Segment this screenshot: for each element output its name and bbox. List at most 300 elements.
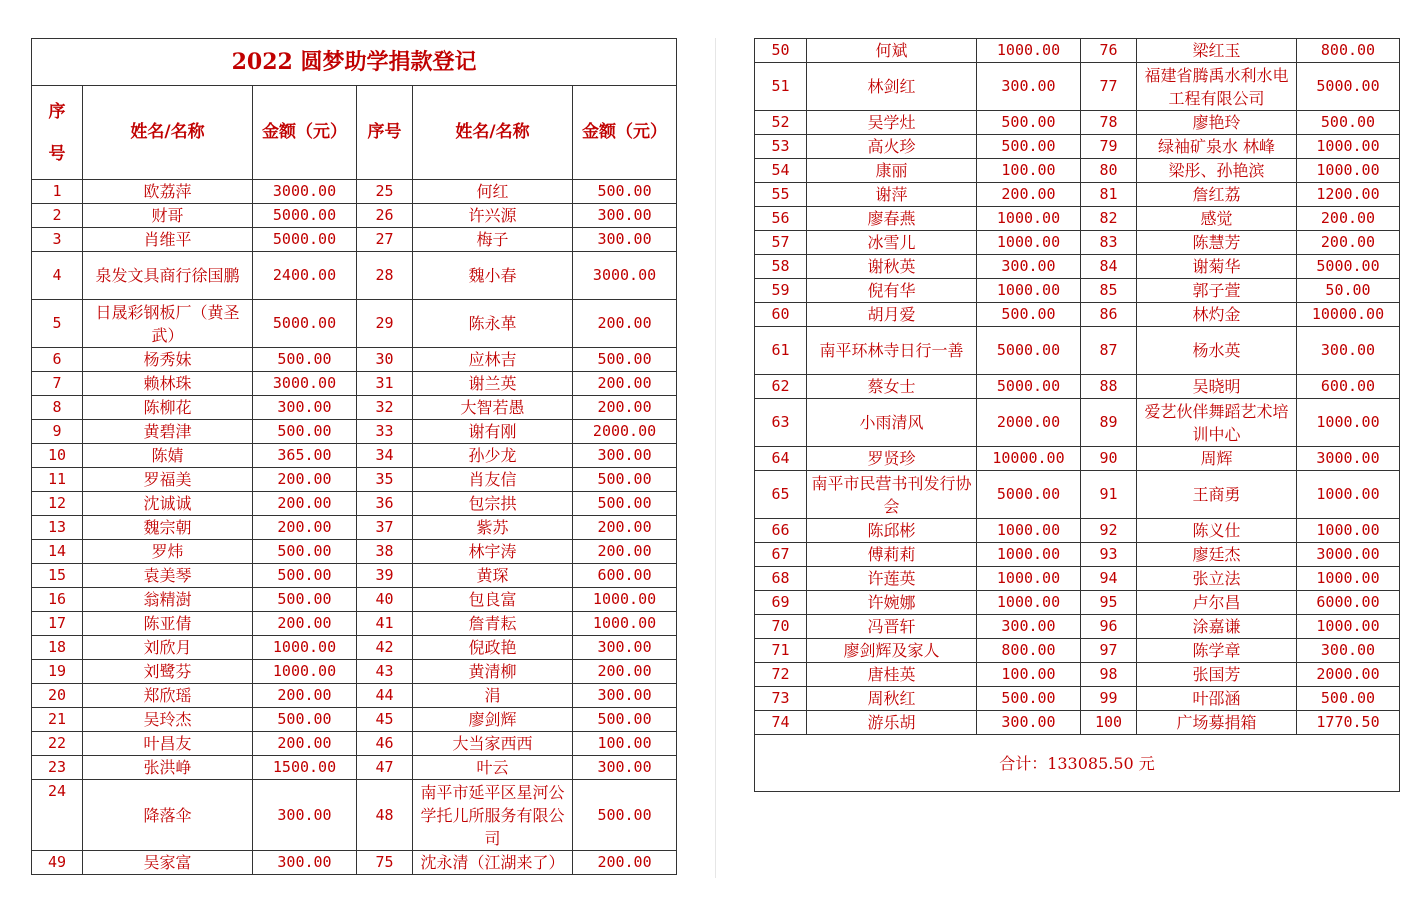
donation-amount: 500.00 [977,111,1081,135]
row-index: 67 [755,543,807,567]
donor-name: 冯晋轩 [807,615,977,639]
donation-amount: 200.00 [573,851,677,875]
donation-amount: 500.00 [253,708,357,732]
donor-name: 降落伞 [83,780,253,851]
donor-name: 康丽 [807,159,977,183]
row-index: 14 [32,540,83,564]
donation-amount: 600.00 [1297,375,1400,399]
donor-name: 肖维平 [83,228,253,252]
donation-amount: 200.00 [253,492,357,516]
donor-name: 欧荔萍 [83,180,253,204]
row-index: 51 [755,63,807,111]
donation-amount: 1000.00 [977,207,1081,231]
header-name-2: 姓名/名称 [413,86,573,180]
donation-amount: 200.00 [1297,207,1400,231]
row-index: 62 [755,375,807,399]
table-row [32,396,677,420]
row-index: 58 [755,255,807,279]
donor-name: 谢菊华 [1137,255,1297,279]
donation-amount: 300.00 [1297,639,1400,663]
donor-name: 陈永革 [413,300,573,348]
donation-amount: 500.00 [977,687,1081,711]
row-index: 66 [755,519,807,543]
row-index: 87 [1081,327,1137,375]
page-divider [715,38,716,878]
donor-name: 吴晓明 [1137,375,1297,399]
donation-amount: 1000.00 [253,660,357,684]
donation-amount: 200.00 [977,183,1081,207]
row-index: 6 [32,348,83,372]
row-index: 29 [357,300,413,348]
total-amount: 合计：133085.50 元 [755,735,1400,792]
donation-amount: 300.00 [573,204,677,228]
row-index: 100 [1081,711,1137,735]
row-index: 10 [32,444,83,468]
row-index: 5 [32,300,83,348]
table-row [32,732,677,756]
donor-name: 郑欣瑶 [83,684,253,708]
donation-amount: 500.00 [1297,111,1400,135]
donation-amount: 1000.00 [977,231,1081,255]
donation-amount: 5000.00 [977,471,1081,519]
donation-amount: 1000.00 [977,591,1081,615]
donation-amount: 300.00 [573,636,677,660]
table-row [32,420,677,444]
donor-name: 孙少龙 [413,444,573,468]
donor-name: 许兴源 [413,204,573,228]
row-index: 34 [357,444,413,468]
donor-name: 唐桂英 [807,663,977,687]
donation-amount: 100.00 [573,732,677,756]
title-row [32,39,677,86]
donor-name: 倪政艳 [413,636,573,660]
donation-amount: 200.00 [573,396,677,420]
row-index: 84 [1081,255,1137,279]
row-index: 95 [1081,591,1137,615]
row-index: 47 [357,756,413,780]
row-index: 23 [32,756,83,780]
donation-amount: 500.00 [977,303,1081,327]
donation-amount: 300.00 [977,615,1081,639]
row-index: 90 [1081,447,1137,471]
donor-name: 胡月爱 [807,303,977,327]
row-index: 98 [1081,663,1137,687]
row-index: 12 [32,492,83,516]
row-index: 36 [357,492,413,516]
row-index: 59 [755,279,807,303]
table-row [755,231,1400,255]
table-row [755,63,1400,111]
donor-name: 廖剑辉 [413,708,573,732]
row-index: 71 [755,639,807,663]
row-index: 16 [32,588,83,612]
donation-amount: 300.00 [253,780,357,851]
donor-name: 黄琛 [413,564,573,588]
donation-amount: 200.00 [573,516,677,540]
donor-name: 詹红荔 [1137,183,1297,207]
header-row [32,86,677,180]
donor-name: 南平环林寺日行一善 [807,327,977,375]
donor-name: 梅子 [413,228,573,252]
row-index: 52 [755,111,807,135]
donor-name: 魏小春 [413,252,573,300]
donation-amount: 300.00 [977,255,1081,279]
donation-amount: 200.00 [253,468,357,492]
donor-name: 杨水英 [1137,327,1297,375]
donation-amount: 300.00 [1297,327,1400,375]
donation-amount: 1500.00 [253,756,357,780]
table-row [32,636,677,660]
donation-amount: 100.00 [977,663,1081,687]
donor-name: 吴玲杰 [83,708,253,732]
donor-name: 周辉 [1137,447,1297,471]
table-row [32,468,677,492]
table-row [755,447,1400,471]
header-amount: 金额（元） [253,86,357,180]
donor-name: 叶邵涵 [1137,687,1297,711]
donation-amount: 3000.00 [253,180,357,204]
row-index: 18 [32,636,83,660]
row-index: 25 [357,180,413,204]
donation-amount: 2000.00 [573,420,677,444]
donation-amount: 500.00 [1297,687,1400,711]
donation-amount: 6000.00 [1297,591,1400,615]
donor-name: 许莲英 [807,567,977,591]
donor-name: 南平市延平区星河公学托儿所服务有限公司 [413,780,573,851]
row-index: 92 [1081,519,1137,543]
donor-name: 日晟彩钢板厂（黄圣武） [83,300,253,348]
donor-name: 财哥 [83,204,253,228]
row-index: 38 [357,540,413,564]
table-row [755,135,1400,159]
donor-name: 翁精澍 [83,588,253,612]
donor-name: 陈义仕 [1137,519,1297,543]
donor-name: 游乐胡 [807,711,977,735]
donation-amount: 1000.00 [1297,615,1400,639]
row-index: 46 [357,732,413,756]
donation-amount: 365.00 [253,444,357,468]
table-row [32,492,677,516]
row-index: 79 [1081,135,1137,159]
header-index [32,86,83,180]
row-index: 53 [755,135,807,159]
table-row [755,519,1400,543]
donation-amount: 800.00 [977,639,1081,663]
donation-amount: 2000.00 [1297,663,1400,687]
donor-name: 刘鹭芬 [83,660,253,684]
donor-name: 何斌 [807,39,977,63]
donor-name: 冰雪儿 [807,231,977,255]
row-index: 70 [755,615,807,639]
row-index: 22 [32,732,83,756]
donor-name: 廖春燕 [807,207,977,231]
row-index: 91 [1081,471,1137,519]
donor-name: 谢兰英 [413,372,573,396]
donor-name: 倪有华 [807,279,977,303]
donation-table-right [754,38,1400,792]
row-index: 96 [1081,615,1137,639]
row-index: 40 [357,588,413,612]
table-row [755,591,1400,615]
donation-amount: 5000.00 [253,204,357,228]
donor-name: 蔡女士 [807,375,977,399]
donation-amount: 3000.00 [1297,447,1400,471]
donation-amount: 5000.00 [977,327,1081,375]
donation-amount: 200.00 [573,300,677,348]
donor-name: 林灼金 [1137,303,1297,327]
donation-amount: 1000.00 [1297,159,1400,183]
donation-amount: 300.00 [573,756,677,780]
row-index: 30 [357,348,413,372]
donation-amount: 500.00 [977,135,1081,159]
row-index: 27 [357,228,413,252]
table-row [755,639,1400,663]
table-row [755,327,1400,375]
donor-name: 廖剑辉及家人 [807,639,977,663]
row-index: 35 [357,468,413,492]
donor-name: 周秋红 [807,687,977,711]
row-index: 88 [1081,375,1137,399]
row-index: 57 [755,231,807,255]
donor-name: 林宇涛 [413,540,573,564]
table-row [32,180,677,204]
row-index: 69 [755,591,807,615]
table-row [32,780,677,851]
table-row [755,111,1400,135]
donor-name: 罗炜 [83,540,253,564]
row-index: 89 [1081,399,1137,447]
donation-amount: 800.00 [1297,39,1400,63]
donor-name: 罗福美 [83,468,253,492]
donation-amount: 300.00 [977,711,1081,735]
header-name: 姓名/名称 [83,86,253,180]
donation-amount: 500.00 [573,348,677,372]
row-index: 63 [755,399,807,447]
row-index: 65 [755,471,807,519]
row-index: 93 [1081,543,1137,567]
row-index: 37 [357,516,413,540]
donor-name: 梁彤、孙艳滨 [1137,159,1297,183]
donation-amount: 1000.00 [977,279,1081,303]
donation-amount: 1000.00 [573,588,677,612]
donor-name: 张国芳 [1137,663,1297,687]
donor-name: 涓 [413,684,573,708]
donation-amount: 1000.00 [1297,399,1400,447]
donor-name: 感觉 [1137,207,1297,231]
donor-name: 应林吉 [413,348,573,372]
donation-amount: 500.00 [253,420,357,444]
donation-amount: 200.00 [253,612,357,636]
table-row [32,660,677,684]
row-index: 83 [1081,231,1137,255]
donor-name: 王商勇 [1137,471,1297,519]
row-index: 77 [1081,63,1137,111]
donation-amount: 5000.00 [1297,255,1400,279]
donor-name: 广场募捐箱 [1137,711,1297,735]
donor-name: 廖艳玲 [1137,111,1297,135]
donation-amount: 1000.00 [977,567,1081,591]
row-index: 54 [755,159,807,183]
row-index: 24 [32,780,83,851]
donation-amount: 500.00 [573,468,677,492]
donor-name: 谢有刚 [413,420,573,444]
donor-name: 包宗拱 [413,492,573,516]
row-index: 81 [1081,183,1137,207]
table-row [32,204,677,228]
donor-name: 小雨清风 [807,399,977,447]
table-row [32,516,677,540]
donation-amount: 1770.50 [1297,711,1400,735]
table-row [755,39,1400,63]
table-row [755,207,1400,231]
donor-name: 沈诚诚 [83,492,253,516]
donor-name: 郭子萱 [1137,279,1297,303]
donation-amount: 10000.00 [977,447,1081,471]
donor-name: 梁红玉 [1137,39,1297,63]
donor-name: 肖友信 [413,468,573,492]
donation-amount: 200.00 [573,540,677,564]
table-row [755,183,1400,207]
donation-amount: 500.00 [573,492,677,516]
donor-name: 大当家西西 [413,732,573,756]
donation-amount: 500.00 [253,564,357,588]
header-index-part2: 号 [48,143,66,164]
donor-name: 张立法 [1137,567,1297,591]
donation-amount: 1000.00 [573,612,677,636]
row-index: 8 [32,396,83,420]
row-index: 60 [755,303,807,327]
donor-name: 包良富 [413,588,573,612]
donor-name: 林剑红 [807,63,977,111]
donation-amount: 5000.00 [977,375,1081,399]
row-index: 76 [1081,39,1137,63]
row-index: 13 [32,516,83,540]
table-row [755,543,1400,567]
donation-amount: 2400.00 [253,252,357,300]
row-index: 64 [755,447,807,471]
table-row [755,663,1400,687]
page-title: 2022 圆梦助学捐款登记 [32,39,677,86]
donation-table-left [31,38,677,875]
row-index: 82 [1081,207,1137,231]
table-row [755,567,1400,591]
table-row [32,228,677,252]
donation-amount: 300.00 [253,396,357,420]
row-index: 73 [755,687,807,711]
donation-amount: 3000.00 [1297,543,1400,567]
donation-amount: 200.00 [573,372,677,396]
donation-amount: 5000.00 [253,228,357,252]
row-index: 17 [32,612,83,636]
row-index: 26 [357,204,413,228]
row-index: 21 [32,708,83,732]
donation-amount: 5000.00 [253,300,357,348]
row-index: 41 [357,612,413,636]
table-row [755,399,1400,447]
row-index: 72 [755,663,807,687]
donation-amount: 500.00 [573,180,677,204]
table-row [755,255,1400,279]
donation-amount: 1000.00 [977,519,1081,543]
table-row [755,711,1400,735]
donation-amount: 3000.00 [253,372,357,396]
row-index: 4 [32,252,83,300]
table-row [32,252,677,300]
donation-amount: 50.00 [1297,279,1400,303]
donation-amount: 1000.00 [1297,519,1400,543]
row-index: 33 [357,420,413,444]
donor-name: 魏宗朝 [83,516,253,540]
table-row [32,708,677,732]
row-index: 50 [755,39,807,63]
donor-name: 陈邱彬 [807,519,977,543]
donor-name: 南平市民营书刊发行协会 [807,471,977,519]
donor-name: 吴家富 [83,851,253,875]
donation-amount: 300.00 [573,684,677,708]
header-amount-2: 金额（元） [573,86,677,180]
table-row [755,471,1400,519]
row-index: 44 [357,684,413,708]
donor-name: 刘欣月 [83,636,253,660]
donation-amount: 1000.00 [977,39,1081,63]
row-index: 55 [755,183,807,207]
header-index-part1: 序 [48,101,66,122]
donor-name: 袁美琴 [83,564,253,588]
donation-amount: 1000.00 [253,636,357,660]
donor-name: 紫苏 [413,516,573,540]
table-row [755,615,1400,639]
table-row [755,687,1400,711]
row-index: 61 [755,327,807,375]
donation-amount: 300.00 [573,444,677,468]
row-index: 48 [357,780,413,851]
row-index: 19 [32,660,83,684]
donation-amount: 300.00 [977,63,1081,111]
donor-name: 大智若愚 [413,396,573,420]
table-row [755,375,1400,399]
donor-name: 廖廷杰 [1137,543,1297,567]
donor-name: 陈亚倩 [83,612,253,636]
total-row [755,735,1400,792]
row-index: 75 [357,851,413,875]
table-row [32,540,677,564]
row-index: 45 [357,708,413,732]
table-row [32,372,677,396]
donor-name: 谢秋英 [807,255,977,279]
donation-amount: 1000.00 [977,543,1081,567]
donor-name: 罗贤珍 [807,447,977,471]
table-row [32,564,677,588]
donation-amount: 500.00 [253,540,357,564]
donor-name: 谢萍 [807,183,977,207]
donor-name: 何红 [413,180,573,204]
table-row [32,444,677,468]
donor-name: 泉发文具商行徐国鹏 [83,252,253,300]
row-index: 3 [32,228,83,252]
donor-name: 吴学灶 [807,111,977,135]
row-index: 11 [32,468,83,492]
row-index: 42 [357,636,413,660]
donation-amount: 500.00 [253,588,357,612]
donor-name: 沈永清（江湖来了） [413,851,573,875]
row-index: 80 [1081,159,1137,183]
donor-name: 傅莉莉 [807,543,977,567]
table-row [32,612,677,636]
donation-amount: 500.00 [253,348,357,372]
donation-amount: 5000.00 [1297,63,1400,111]
donation-amount: 300.00 [573,228,677,252]
table-row [32,348,677,372]
